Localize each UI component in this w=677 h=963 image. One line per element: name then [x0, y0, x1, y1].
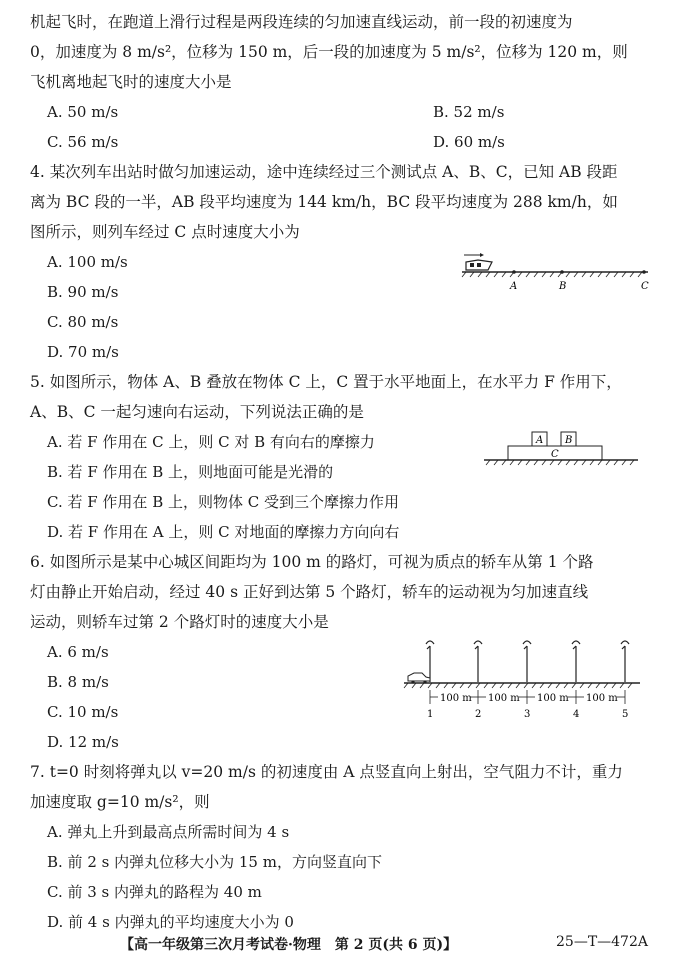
q5-stem-line-1: 5. 如图所示，物体 A、B 叠放在物体 C 上，C 置于水平地面上，在水平力 F 作用下，	[30, 373, 622, 391]
q3-option-a: A. 50 m/s	[47, 103, 119, 121]
streetlight-icons	[426, 641, 629, 682]
q6-light-number-2: 2	[475, 709, 482, 720]
q5-label-b: B	[565, 435, 573, 446]
q3-stem-line-3: 飞机离地起飞时的速度大小是	[30, 73, 232, 91]
q5-label-c: C	[551, 449, 559, 460]
q6-light-number-5: 5	[622, 709, 629, 720]
q5-option-a: A. 若 F 作用在 C 上，则 C 对 B 有向右的摩擦力	[47, 433, 375, 451]
q7-option-c: C. 前 3 s 内弹丸的路程为 40 m	[47, 883, 262, 901]
q4-label-b: B	[559, 281, 567, 292]
q3-option-b: B. 52 m/s	[433, 103, 505, 121]
q5-option-b: B. 若 F 作用在 B 上，则地面可能是光滑的	[47, 463, 334, 481]
q4-option-c: C. 80 m/s	[47, 313, 119, 331]
train-icon	[464, 253, 492, 270]
q6-option-c: C. 10 m/s	[47, 703, 119, 721]
q6-stem-line-1: 6. 如图所示是某中心城区间距均为 100 m 的路灯，可视为质点的轿车从第 1 个路	[30, 553, 594, 571]
q7-option-d: D. 前 4 s 内弹丸的平均速度大小为 0	[47, 913, 294, 931]
q6-stem-line-2: 灯由静止开始启动，经过 40 s 正好到达第 5 个路灯，轿车的运动视为匀加速直线	[30, 583, 589, 601]
q6-spacing-label-4: 100 m	[586, 693, 618, 704]
q3-stem-line-1: 机起飞时，在跑道上滑行过程是两段连续的匀加速直线运动，前一段的初速度为	[30, 13, 573, 31]
q3-option-d: D. 60 m/s	[433, 133, 505, 151]
q6-streetlights-figure	[400, 636, 645, 722]
q5-option-d: D. 若 F 作用在 A 上，则 C 对地面的摩擦力方向向右	[47, 523, 400, 541]
q4-stem-line-1: 4. 某次列车出站时做匀加速运动，途中连续经过三个测试点 A、B、C，已知 AB 段距	[30, 163, 618, 181]
q5-stem-line-2: A、B、C 一起匀速向右运动，下列说法正确的是	[30, 403, 364, 421]
q5-option-c: C. 若 F 作用在 B 上，则物体 C 受到三个摩擦力作用	[47, 493, 399, 511]
q6-spacing-label-3: 100 m	[537, 693, 569, 704]
q6-option-d: D. 12 m/s	[47, 733, 119, 751]
q6-option-a: A. 6 m/s	[47, 643, 109, 661]
q6-light-number-4: 4	[573, 709, 580, 720]
q7-stem-line-2: 加速度取 g=10 m/s²，则	[30, 793, 210, 811]
q7-option-b: B. 前 2 s 内弹丸位移大小为 15 m，方向竖直向下	[47, 853, 382, 871]
q4-label-a: A	[510, 281, 518, 292]
q6-spacing-label-2: 100 m	[488, 693, 520, 704]
car-icon	[408, 673, 430, 684]
q6-option-b: B. 8 m/s	[47, 673, 109, 691]
q6-light-number-1: 1	[427, 709, 434, 720]
q4-option-b: B. 90 m/s	[47, 283, 119, 301]
exam-code: 25—T—472A	[556, 934, 648, 950]
q5-blocks-figure	[482, 426, 642, 474]
q4-label-c: C	[641, 281, 649, 292]
q3-option-c: C. 56 m/s	[47, 133, 119, 151]
q6-light-number-3: 3	[524, 709, 531, 720]
q4-stem-line-2: 离为 BC 段的一半，AB 段平均速度为 144 km/h，BC 段平均速度为 288 km/h，如	[30, 193, 618, 211]
q7-stem-line-1: 7. t=0 时刻将弹丸以 v=20 m/s 的初速度由 A 点竖直向上射出，空气阻力不计，重力	[30, 763, 623, 781]
q6-stem-line-3: 运动，则轿车过第 2 个路灯时的速度大小是	[30, 613, 329, 631]
q4-train-figure	[458, 250, 658, 292]
q4-option-d: D. 70 m/s	[47, 343, 119, 361]
page-footer-title: 【高一年级第三次月考试卷·物理 第 2 页(共 6 页)】	[120, 937, 458, 953]
q7-option-a: A. 弹丸上升到最高点所需时间为 4 s	[47, 823, 290, 841]
q4-stem-line-3: 图所示，则列车经过 C 点时速度大小为	[30, 223, 300, 241]
q6-spacing-label-1: 100 m	[440, 693, 472, 704]
q4-option-a: A. 100 m/s	[47, 253, 128, 271]
q5-label-a: A	[536, 435, 544, 446]
q3-stem-line-2: 0，加速度为 8 m/s²，位移为 150 m，后一段的加速度为 5 m/s²，位移为 120 m，则	[30, 43, 628, 61]
